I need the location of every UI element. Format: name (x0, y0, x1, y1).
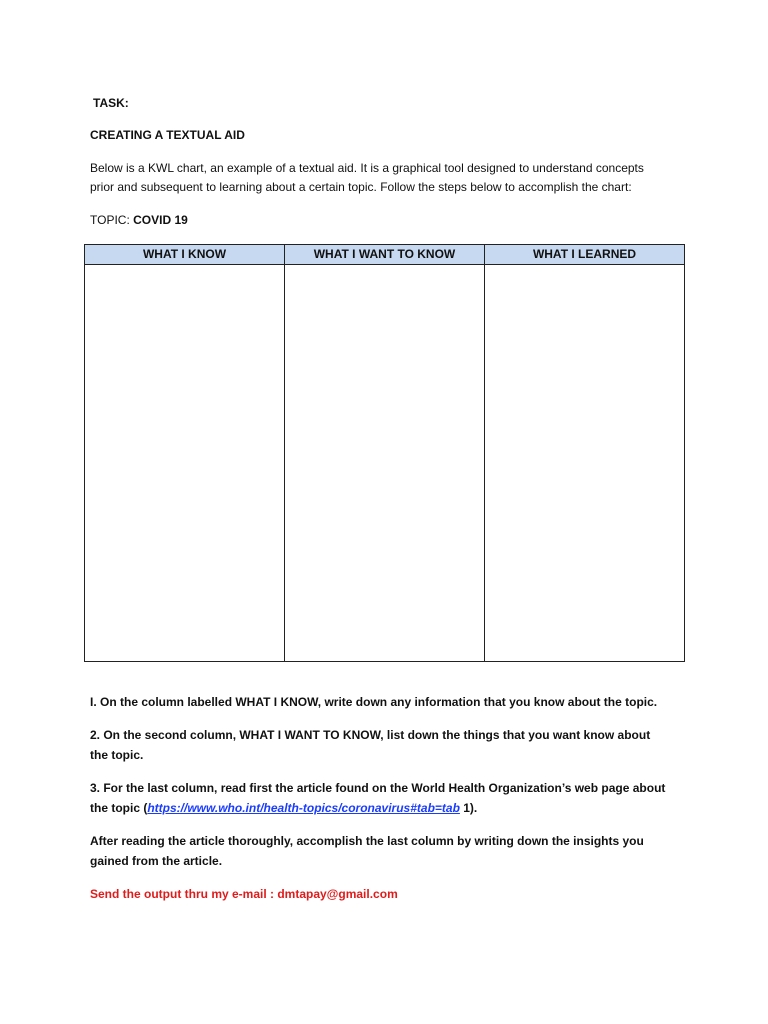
send-output-note: Send the output thru my e-mail : dmtapay@gmail.com (90, 887, 398, 901)
step-3-suffix: 1). (459, 801, 478, 815)
topic-value: COVID 19 (133, 213, 188, 227)
after-reading-line-2: gained from the article. (90, 854, 223, 868)
instruction-step-2-line-2: the topic. (90, 748, 144, 762)
instruction-step-1: I. On the column labelled WHAT I KNOW, write down any information that you know about the topic. (90, 695, 658, 709)
kwl-cell-learned[interactable] (485, 265, 684, 661)
who-article-link[interactable]: https://www.who.int/health-topics/coronavirus#tab=tab (147, 801, 460, 815)
kwl-header-learned: WHAT I LEARNED (485, 245, 684, 265)
intro-line-1: Below is a KWL chart, an example of a textual aid. It is a graphical tool designed to understand concepts (90, 161, 644, 175)
kwl-header-know: WHAT I KNOW (85, 245, 285, 265)
topic-label: TOPIC: (90, 213, 130, 227)
step-3-prefix: the topic ( (90, 801, 148, 815)
kwl-header-want-to-know: WHAT I WANT TO KNOW (285, 245, 485, 265)
instruction-step-2-line-1: 2. On the second column, WHAT I WANT TO KNOW, list down the things that you want know about (90, 728, 651, 742)
after-reading-line-1: After reading the article thoroughly, accomplish the last column by writing down the insights you (90, 834, 644, 848)
kwl-cell-want-to-know[interactable] (285, 265, 485, 661)
task-label: TASK: (93, 96, 129, 110)
topic-line (90, 211, 188, 230)
kwl-cell-know[interactable] (85, 265, 285, 661)
instruction-step-3-line-2 (90, 799, 477, 818)
intro-line-2: prior and subsequent to learning about a certain topic. Follow the steps below to accomplish the chart: (90, 180, 632, 194)
instruction-step-3-line-1: 3. For the last column, read first the article found on the World Health Organization’s web page about (90, 781, 666, 795)
document-title: CREATING A TEXTUAL AID (90, 128, 245, 142)
kwl-chart-table (84, 244, 685, 662)
